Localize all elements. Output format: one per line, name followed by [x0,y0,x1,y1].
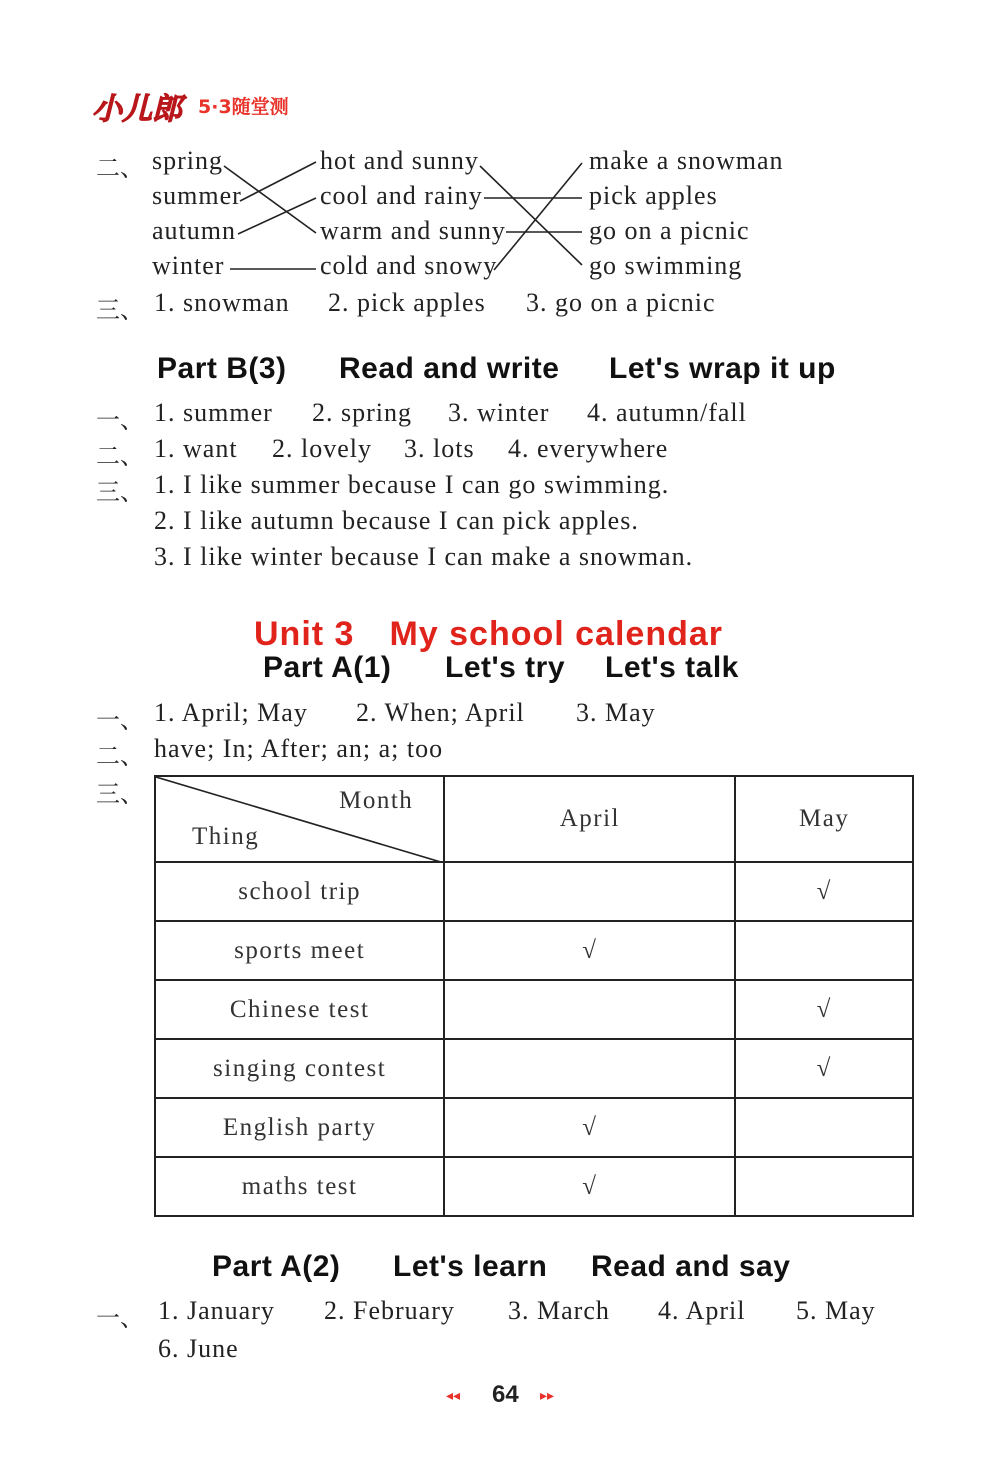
answer-item: 2. spring [312,398,412,427]
may-cell: √ [735,1039,913,1098]
section-san-marker: 三、 [96,296,144,324]
activity-swimming: go swimming [589,251,743,280]
april-cell [444,862,735,921]
answer-item: 2. pick apples [328,288,486,317]
a1-er-marker: 二、 [96,742,144,770]
table-row [155,1098,913,1157]
answer-item: 1. snowman [154,288,290,317]
april-cell [444,1039,735,1098]
line-spring-warm [224,166,316,233]
sentence-line: 3. I like winter because I can make a snowman. [154,542,694,571]
next-page-arrows-icon: ▸▸ [540,1389,555,1404]
table-header-corner [155,776,444,862]
weather-cool-rainy: cool and rainy [320,181,483,210]
month-item: 4. April [658,1296,746,1325]
line-cold-snowman [494,163,582,270]
part-b3-title: Part B(3) [157,352,287,385]
header-may: May [735,776,913,862]
sentence-line: 2. I like autumn because I can pick apples. [154,506,639,535]
table-row [155,862,913,921]
part-a1-subtitle-1: Let's try [445,651,566,684]
table-row [155,1039,913,1098]
answer-item: 2. When; April [356,698,525,727]
part-a2-title: Part A(2) [212,1250,341,1283]
part-b3-subtitle-2: Let's wrap it up [609,352,836,385]
season-winter: winter [152,251,225,280]
month-item: 5. May [796,1296,876,1325]
thing-cell: Chinese test [155,980,444,1039]
header-thing: Thing [192,823,260,850]
answer-item: 2. lovely [272,434,372,463]
logo-brand: 小儿郎 [92,92,182,127]
part-a2-subtitle-2: Read and say [591,1250,791,1283]
activity-picnic: go on a picnic [589,216,750,245]
answer-item: 3. lots [404,434,475,463]
unit-title: Unit 3 My school calendar [254,615,723,653]
activity-pick-apples: pick apples [589,181,718,210]
answer-item: 4. everywhere [508,434,669,463]
line-summer-hot [240,162,316,201]
weather-warm-sunny: warm and sunny [320,216,506,245]
line-autumn-cool [238,198,316,234]
b3-yi-marker: 一、 [96,406,144,434]
month-item: 2. February [324,1296,455,1325]
answer-item: 3. winter [448,398,550,427]
thing-cell: maths test [155,1157,444,1216]
month-item: 6. June [158,1334,239,1363]
school-calendar-table [154,775,914,1217]
thing-cell: school trip [155,862,444,921]
a2-yi-marker: 一、 [96,1304,144,1332]
april-cell: √ [444,1157,735,1216]
page-number: 64 [492,1381,519,1408]
table-row [155,980,913,1039]
may-cell: √ [735,862,913,921]
answer-item: 4. autumn/fall [587,398,747,427]
a1-yi-marker: 一、 [96,706,144,734]
answer-line: have; In; After; an; a; too [154,734,444,763]
header-month: Month [339,787,414,814]
may-cell [735,1157,913,1216]
a1-san-marker: 三、 [96,780,144,808]
season-spring: spring [152,146,223,175]
part-a1-subtitle-2: Let's talk [605,651,739,684]
matching-lines [0,0,1000,300]
prev-page-arrows-icon: ◂◂ [446,1389,461,1404]
month-item: 3. March [508,1296,610,1325]
answer-item: 1. April; May [154,698,308,727]
weather-hot-sunny: hot and sunny [320,146,479,175]
b3-er-marker: 二、 [96,442,144,470]
may-cell [735,921,913,980]
sentence-line: 1. I like summer because I can go swimming. [154,470,670,499]
april-cell [444,980,735,1039]
april-cell: √ [444,921,735,980]
season-autumn: autumn [152,216,236,245]
answer-item: 3. May [576,698,656,727]
answer-item: 1. summer [154,398,273,427]
answer-item: 1. want [154,434,238,463]
part-a2-subtitle-1: Let's learn [393,1250,548,1283]
may-cell [735,1098,913,1157]
activity-snowman: make a snowman [589,146,784,175]
section-er-marker: 二、 [96,154,144,182]
logo-series: 5·3随堂测 [198,96,289,118]
b3-san-marker: 三、 [96,478,144,506]
thing-cell: sports meet [155,921,444,980]
answer-item: 3. go on a picnic [526,288,716,317]
part-a1-title: Part A(1) [263,651,392,684]
thing-cell: English party [155,1098,444,1157]
table-row [155,1157,913,1216]
table-row [155,921,913,980]
may-cell: √ [735,980,913,1039]
part-b3-subtitle-1: Read and write [339,352,560,385]
header-april: April [444,776,735,862]
april-cell: √ [444,1098,735,1157]
month-item: 1. January [158,1296,275,1325]
weather-cold-snowy: cold and snowy [320,251,498,280]
season-summer: summer [152,181,242,210]
thing-cell: singing contest [155,1039,444,1098]
